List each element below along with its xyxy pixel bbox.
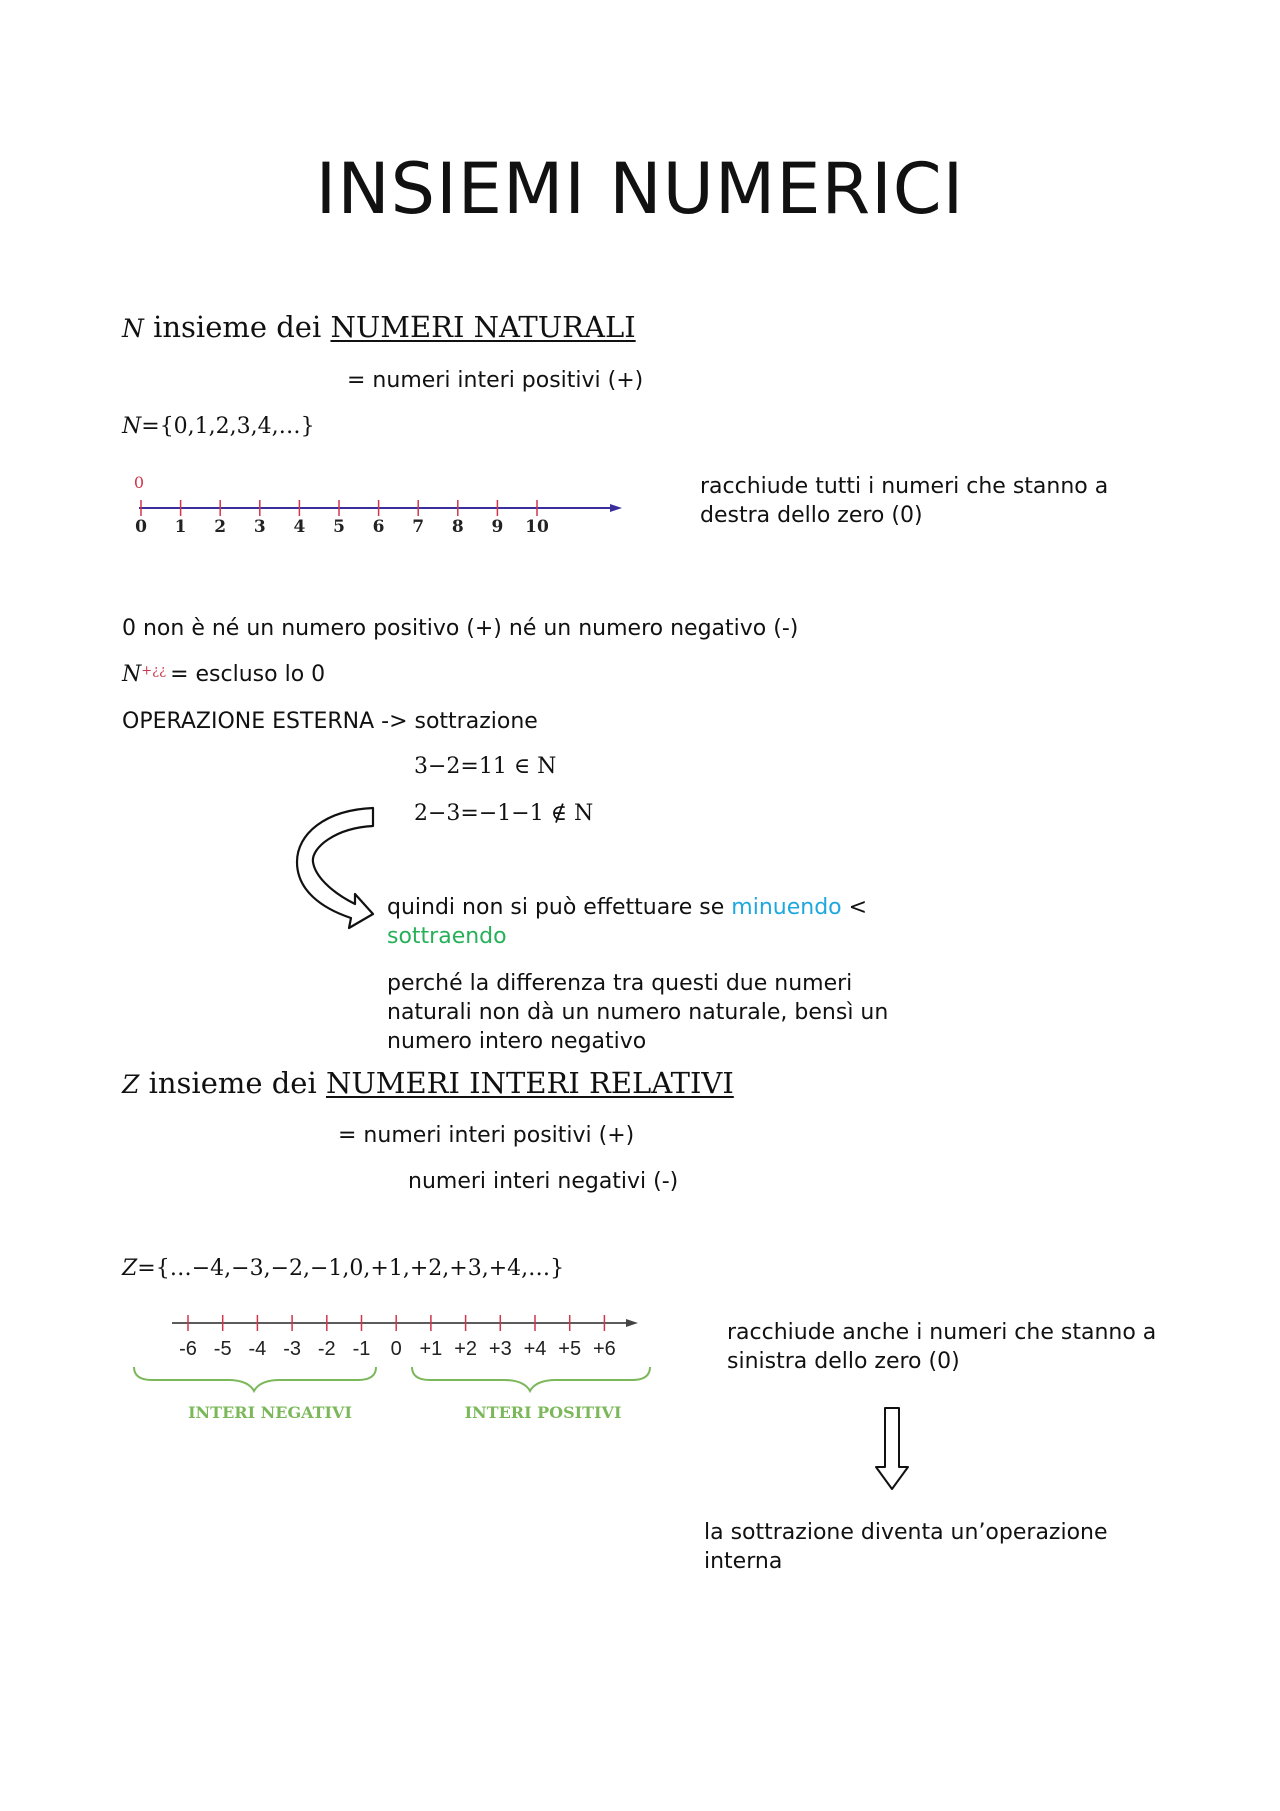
example-subtraction-1: 3−2=11 ∈ N [414, 754, 557, 779]
numberline-label: 9 [491, 517, 504, 537]
page-title: INSIEMI NUMERICI [315, 148, 965, 230]
numberline-label: 8 [451, 517, 464, 537]
relativi-set [122, 1256, 564, 1281]
conclusion-minuendo: minuendo [731, 895, 842, 920]
int-numberline-label: -6 [179, 1338, 197, 1360]
numberline-ticks [135, 500, 549, 537]
int-numberline-label: -5 [213, 1338, 232, 1360]
relativi-numberline-note: racchiude anche i numeri che stanno a sinistra dello zero (0) [727, 1320, 1157, 1374]
section-heading-relativi [122, 1066, 734, 1100]
brace-negative-icon [134, 1367, 376, 1391]
numberline-label: 2 [214, 517, 227, 537]
conclusion [387, 893, 907, 951]
int-numberline-label: 0 [390, 1338, 402, 1360]
brace-positive-label: INTERI POSITIVI [464, 1403, 622, 1422]
explanation: perché la differenza tra questi due numeri naturali non dà un numero naturale, bensì un numero intero negativo [387, 971, 889, 1054]
numberline-label: 10 [525, 517, 549, 537]
relativi-definition-1: = numeri interi positivi (+) [338, 1123, 635, 1148]
curved-arrow-icon [295, 800, 375, 930]
operation-label: OPERAZIONE ESTERNA -> sottrazione [122, 709, 538, 734]
section-heading-naturali [122, 310, 636, 344]
relativi-result: la sottrazione diventa un’operazione interna [704, 1520, 1108, 1574]
example-subtraction-2: 2−3=−1−1 ∉ N [414, 801, 594, 826]
int-numberline-label: -1 [352, 1338, 371, 1360]
relativi-set-label: Z= [122, 1256, 156, 1281]
naturali-heading-prefix: insieme dei [153, 310, 322, 344]
int-numberline-ticks [179, 1315, 616, 1360]
relativi-heading-name: NUMERI INTERI RELATIVI [325, 1066, 734, 1100]
numberline-label: 3 [253, 517, 266, 537]
numberline-label: 6 [372, 517, 385, 537]
naturali-numberline-note: racchiude tutti i numeri che stanno a destra dello zero (0) [700, 474, 1109, 528]
numberline-label: 1 [174, 517, 187, 537]
relativi-symbol: Z [122, 1070, 140, 1099]
int-numberline-label: +1 [419, 1338, 443, 1360]
numberline-label: 7 [412, 517, 425, 537]
int-numberline-label: +4 [523, 1338, 547, 1360]
zero-note: 0 non è né un numero positivo (+) né un numero negativo (-) [122, 616, 799, 641]
naturali-number-line [128, 470, 648, 540]
relativi-set-elements: {…−4,−3,−2,−1,0,+1,+2,+3,+4,…} [155, 1256, 565, 1281]
numberline-arrowhead [610, 504, 622, 512]
int-numberline-label: +6 [592, 1338, 616, 1360]
conclusion-prefix: quindi non si può effettuare se [387, 895, 725, 920]
int-numberline-label: +5 [558, 1338, 582, 1360]
naturali-definition: = numeri interi positivi (+) [347, 368, 644, 393]
naturali-symbol: N [122, 314, 144, 343]
int-numberline-label: -2 [317, 1338, 336, 1360]
down-arrow-icon [872, 1405, 912, 1493]
brace-positive-icon [412, 1367, 650, 1391]
int-numberline-label: +3 [488, 1338, 512, 1360]
relativi-definition-2: numeri interi negativi (-) [408, 1169, 679, 1194]
naturali-heading-name: NUMERI NATURALI [330, 310, 636, 344]
nplus-superscript: +¿¿ [141, 663, 167, 679]
nplus-definition [122, 660, 325, 689]
int-numberline-label: +2 [454, 1338, 478, 1360]
naturali-set-label: N= [122, 414, 160, 439]
int-numberline-arrowhead [626, 1319, 638, 1327]
numberline-label: 5 [333, 517, 345, 537]
relativi-number-line [128, 1305, 668, 1430]
naturali-set [122, 414, 315, 439]
nplus-symbol: N [122, 662, 142, 687]
conclusion-sottraendo: sottraendo [387, 924, 507, 949]
numberline-label: 0 [135, 517, 147, 537]
brace-negative-label: INTERI NEGATIVI [188, 1403, 352, 1422]
conclusion-lt: < [848, 895, 868, 920]
nplus-text: = escluso lo 0 [170, 662, 326, 687]
int-numberline-label: -3 [283, 1338, 301, 1360]
numberline-label: 4 [293, 517, 306, 537]
relativi-heading-prefix: insieme dei [148, 1066, 317, 1100]
int-numberline-label: -4 [248, 1338, 267, 1360]
naturali-set-elements: {0,1,2,3,4,…} [159, 414, 315, 439]
numberline-origin-mark: 0 [133, 473, 145, 492]
